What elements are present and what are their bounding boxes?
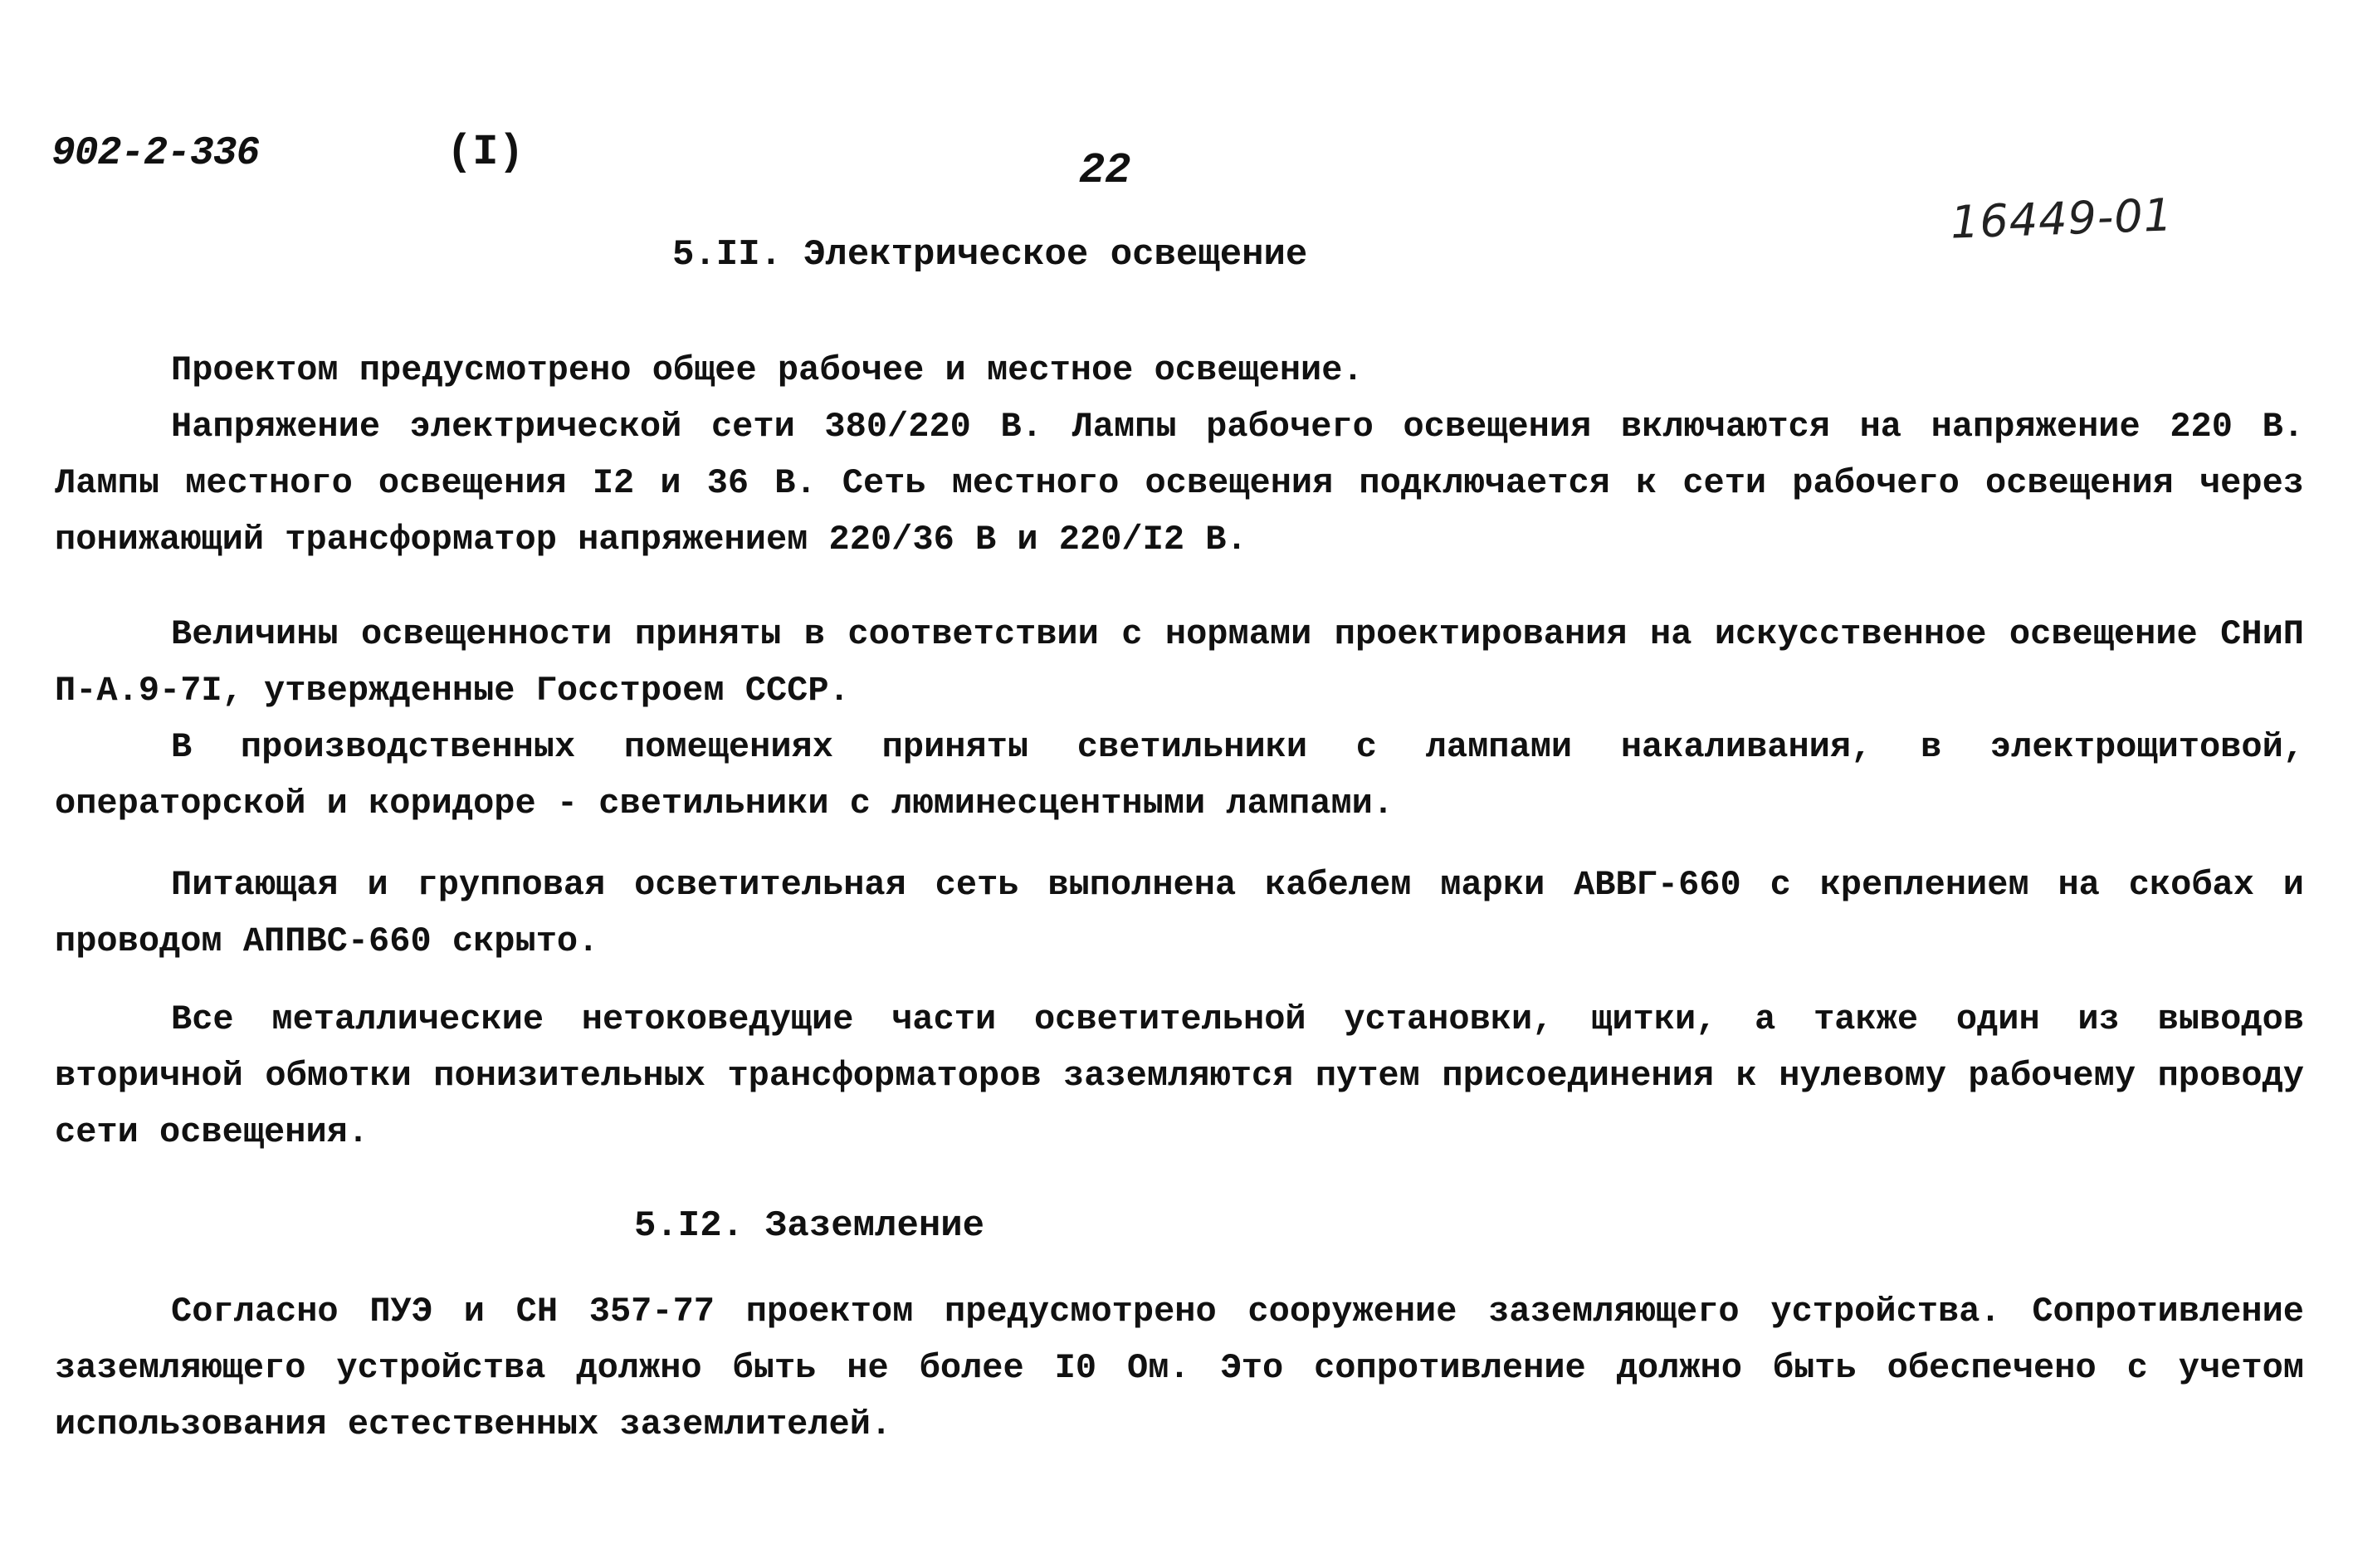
section-number: 5.I2.: [634, 1205, 744, 1247]
paragraph: Все металлические нетоковедущие части осветительной установки, щитки, а также один из выводов вторичной обмотки понизительных трансформаторов заземляются путем присоединения к нулевому рабочему проводу сети освещения.: [55, 999, 2304, 1152]
paragraph: Согласно ПУЭ и СН 357-77 проектом предусмотрено сооружение заземляющего устройства. Сопротивление заземляющего устройства должно быть не более I0 Ом. Это сопротивление должно быть обеспечено с учетом использования естественных заземлителей.: [55, 1292, 2304, 1444]
part-number: (I): [447, 128, 525, 177]
section-title: Заземление: [765, 1205, 985, 1247]
sheet-code-handwritten: 16449-01: [1949, 188, 2175, 249]
section-heading-lighting: [672, 234, 1307, 276]
page-number: 22: [1079, 146, 1131, 195]
section-heading-grounding: [634, 1205, 984, 1247]
paragraph: Проектом предусмотрено общее рабочее и местное освещение.: [171, 350, 1364, 390]
paragraph: Величины освещенности приняты в соответствии с нормами проектирования на искусственное освещение СНиП П-А.9-7I, утвержденные Госстроем СССР.: [55, 614, 2304, 711]
paragraph: Питающая и групповая осветительная сеть выполнена кабелем марки АВВГ-660 с креплением на скобах и проводом АППВС-660 скрыто.: [55, 865, 2304, 961]
document-code: 902-2-336: [51, 131, 260, 176]
paragraph: В производственных помещениях приняты светильники с лампами накаливания, в электрощитовой, операторской и коридоре - светильники с люминесцентными лампами.: [55, 727, 2304, 823]
section-title: Электрическое освещение: [803, 234, 1308, 276]
paragraph: Напряжение электрической сети 380/220 В. Лампы рабочего освещения включаются на напряжение 220 В. Лампы местного освещения I2 и 36 В. Сеть местного освещения подключается к сети рабочего освещения через понижающий трансформатор напряжением 220/36 В и 220/I2 В.: [55, 407, 2304, 559]
section-number: 5.II.: [672, 234, 783, 276]
